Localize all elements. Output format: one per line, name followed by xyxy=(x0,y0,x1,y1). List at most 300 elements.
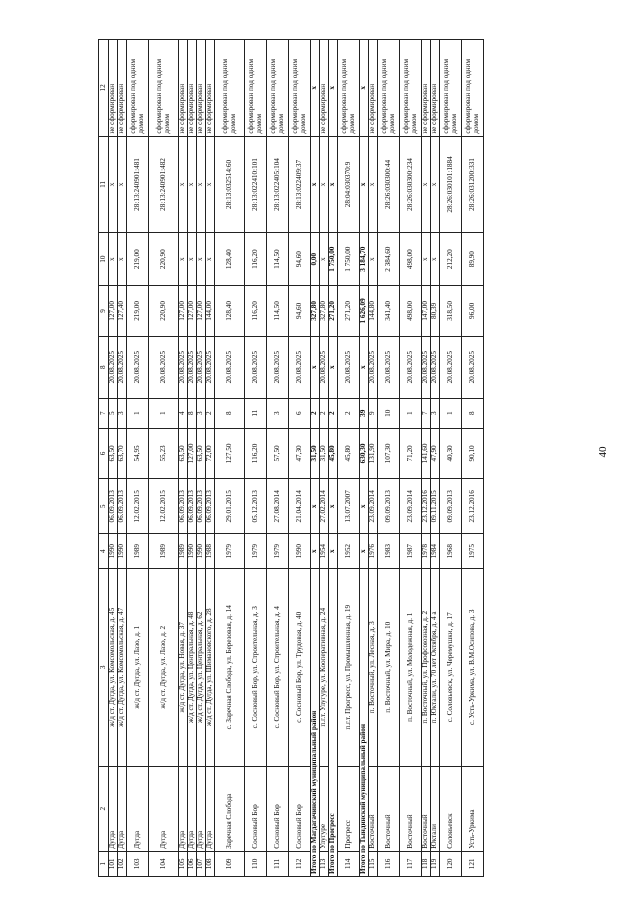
table-cell: 20.08.2025 xyxy=(188,336,197,398)
table-cell: 114,50 xyxy=(267,286,289,337)
row-number-cell: 110 xyxy=(245,851,267,876)
table-cell: 107,30 xyxy=(378,428,400,479)
table-cell: х xyxy=(320,136,329,233)
header-cell: 11 xyxy=(99,136,109,233)
table-cell: 114,50 xyxy=(267,233,289,286)
table-cell: Восточный xyxy=(422,766,431,851)
table-cell: сформирован под одним домом xyxy=(289,40,311,137)
section-total-cell: 45,80 xyxy=(329,428,338,479)
table-cell: не сформирован xyxy=(369,40,378,137)
table-cell: 8 xyxy=(188,398,197,428)
table-cell: 31,50 xyxy=(320,428,329,479)
section-title: Итого по Прогресс xyxy=(329,568,338,876)
table-cell: 28:13:032514:60 xyxy=(215,136,245,233)
table-cell: 20.08.2025 xyxy=(127,336,149,398)
table-cell: п. Восточный, ул. Молодежная, д. 1 xyxy=(400,568,422,766)
table-cell: 1989 xyxy=(149,534,179,568)
table-cell: 20.08.2025 xyxy=(431,336,440,398)
table-cell: п.г.т. Улугуре, ул. Кооперативная, д. 24 xyxy=(320,568,329,766)
table-row xyxy=(462,40,484,877)
table-cell: 27.08.2014 xyxy=(267,479,289,534)
table-cell: п.г.т. Прогресс, ул. Промышленная, д. 19 xyxy=(338,568,360,766)
table-cell: 06.09.2013 xyxy=(118,479,127,534)
table-cell: х xyxy=(188,136,197,233)
table-cell: 55,23 xyxy=(149,428,179,479)
table-cell: х xyxy=(206,233,215,286)
table-cell: с. Сосновый Бор, ул. Трудовая, д. 40 xyxy=(289,568,311,766)
table-cell: с. Сосновый Бор, ул. Строительная, д. 4 xyxy=(267,568,289,766)
table-row xyxy=(289,40,311,877)
table-cell: 318,50 xyxy=(440,286,462,337)
table-cell: 1990 xyxy=(188,534,197,568)
table-cell: Сосновый Бор xyxy=(245,766,267,851)
table-cell: сформирован под одним домом xyxy=(462,40,484,137)
section-total-cell: 2 xyxy=(311,398,320,428)
table-cell: Дугда xyxy=(206,766,215,851)
section-title: Итого по Магдагачинский муниципальный район xyxy=(311,568,320,876)
table-row xyxy=(378,40,400,877)
table-cell: 327,80 xyxy=(320,286,329,337)
table-cell: 94,60 xyxy=(289,286,311,337)
table-cell: 20.08.2025 xyxy=(440,336,462,398)
row-number-cell: 102 xyxy=(118,851,127,876)
table-cell: Дугда xyxy=(149,766,179,851)
table-cell: 1988 xyxy=(206,534,215,568)
table-cell: 06.09.2013 xyxy=(109,479,118,534)
table-row xyxy=(109,40,118,877)
section-total-cell: х xyxy=(311,40,320,137)
table-cell: с. Усть-Уркима, ул. В.М.Осипова, д. 3 xyxy=(462,568,484,766)
section-total-row xyxy=(360,40,369,877)
table-row xyxy=(179,40,188,877)
table-cell: х xyxy=(179,233,188,286)
table-cell: 20.08.2025 xyxy=(109,336,118,398)
table-cell: 1968 xyxy=(440,534,462,568)
table-row xyxy=(118,40,127,877)
table-cell: 1 xyxy=(400,398,422,428)
table-row xyxy=(369,40,378,877)
table-cell: 1989 xyxy=(179,534,188,568)
table-cell: 63,50 xyxy=(179,428,188,479)
page-number: 40 xyxy=(597,446,609,458)
section-total-cell: х xyxy=(311,479,320,534)
table-cell: 127,00 xyxy=(197,286,206,337)
section-total-cell: 0,00 xyxy=(311,233,320,286)
table-cell: 20.08.2025 xyxy=(378,336,400,398)
table-cell: не сформирован xyxy=(422,40,431,137)
section-total-cell: х xyxy=(329,336,338,398)
table-cell: 2 384,60 xyxy=(378,233,400,286)
table-cell: 23.09.2014 xyxy=(400,479,422,534)
table-cell: Дугда xyxy=(197,766,206,851)
table-row xyxy=(400,40,422,877)
table-cell: 498,00 xyxy=(400,233,422,286)
table-cell: 116,20 xyxy=(245,233,267,286)
table-cell: 89,90 xyxy=(462,233,484,286)
table-cell: 1976 xyxy=(369,534,378,568)
table-cell: х xyxy=(206,136,215,233)
table-cell: х xyxy=(369,136,378,233)
table-cell: х xyxy=(188,233,197,286)
table-cell: 71,20 xyxy=(400,428,422,479)
table-cell: х xyxy=(431,136,440,233)
table-cell: п. Восточный, ул. Мира, д. 10 xyxy=(378,568,400,766)
section-total-row xyxy=(311,40,320,877)
table-cell: 28:13:240901:482 xyxy=(149,136,179,233)
table-cell: 7 xyxy=(422,398,431,428)
table-cell: 1979 xyxy=(245,534,267,568)
table-cell: 3 xyxy=(197,398,206,428)
table-cell: 1 xyxy=(127,398,149,428)
table-cell: 54,95 xyxy=(127,428,149,479)
table-cell: 20.08.2025 xyxy=(206,336,215,398)
table-cell: не сформирован xyxy=(109,40,118,137)
section-total-cell: 3 184,70 xyxy=(360,233,369,286)
header-cell: 1 xyxy=(99,851,109,876)
table-row xyxy=(422,40,431,877)
table-header-row xyxy=(99,40,109,877)
table-cell: 96,00 xyxy=(462,286,484,337)
table-cell: 47,30 xyxy=(289,428,311,479)
table-cell: 1990 xyxy=(109,534,118,568)
section-title: Итого по Тындинский муниципальный район xyxy=(360,568,369,876)
row-number-cell: 111 xyxy=(267,851,289,876)
table-cell: Дугда xyxy=(179,766,188,851)
table-cell: ж/д ст. Дугда, ул. Шимановского, д. 28 xyxy=(206,568,215,766)
section-total-cell: х xyxy=(360,479,369,534)
table-cell: 116,20 xyxy=(245,428,267,479)
table-cell: сформирован под одним домом xyxy=(245,40,267,137)
table-cell: 131,90 xyxy=(369,428,378,479)
table-cell: не сформирован xyxy=(118,40,127,137)
table-cell: 20.08.2025 xyxy=(289,336,311,398)
table-cell: с. Сосновый Бор, ул. Строительная, д. 3 xyxy=(245,568,267,766)
table-cell: 20.08.2025 xyxy=(338,336,360,398)
table-cell: 72,00 xyxy=(206,428,215,479)
table-row xyxy=(188,40,197,877)
table-cell: Восточный xyxy=(369,766,378,851)
table-cell: п. Восточный, ул. Профсоюзная, д. 2 xyxy=(422,568,431,766)
table-cell: Юктали xyxy=(431,766,440,851)
table-cell: 63,50 xyxy=(197,428,206,479)
table-cell: х xyxy=(179,136,188,233)
table-cell: 45,80 xyxy=(338,428,360,479)
table-row xyxy=(127,40,149,877)
section-total-cell: 31,50 xyxy=(311,428,320,479)
row-number-cell: 105 xyxy=(179,851,188,876)
table-cell: 10 xyxy=(378,398,400,428)
table-cell: Улугуре xyxy=(320,766,329,851)
table-cell: 13.07.2007 xyxy=(338,479,360,534)
table-cell: 57,50 xyxy=(267,428,289,479)
table-cell: 23.12.2016 xyxy=(462,479,484,534)
table-cell: 20.08.2025 xyxy=(400,336,422,398)
table-cell: 20.08.2025 xyxy=(369,336,378,398)
table-cell: 06.09.2013 xyxy=(188,479,197,534)
table-row xyxy=(197,40,206,877)
table-cell: 8 xyxy=(462,398,484,428)
table-cell: 1 xyxy=(440,398,462,428)
table-cell: п. Юктали, ул. 70 лет Октября, д. 4 а xyxy=(431,568,440,766)
table-cell: не сформирован xyxy=(179,40,188,137)
table-cell: ж/д ст. Дугда, ул. Лазо, д. 2 xyxy=(149,568,179,766)
table-cell: не сформирован xyxy=(188,40,197,137)
table-cell: ж/д ст. Дугда, ул. Комсомольская, д. 45 xyxy=(109,568,118,766)
section-total-cell: х xyxy=(311,136,320,233)
table-cell: 341,40 xyxy=(378,286,400,337)
table-cell: Восточный xyxy=(400,766,422,851)
table-cell: 21.04.2014 xyxy=(289,479,311,534)
table-cell: сформирован под одним домом xyxy=(267,40,289,137)
table-cell: х xyxy=(320,233,329,286)
header-cell: 3 xyxy=(99,568,109,766)
table-cell: 23.09.2014 xyxy=(369,479,378,534)
table-cell: 28:13:022409:37 xyxy=(289,136,311,233)
table-cell: 1990 xyxy=(289,534,311,568)
table-cell: сформирован под одним домом xyxy=(440,40,462,137)
row-number-cell: 109 xyxy=(215,851,245,876)
table-row xyxy=(320,40,329,877)
table-cell: 47,90 xyxy=(431,428,440,479)
table-cell: 1978 xyxy=(422,534,431,568)
table-cell: х xyxy=(422,233,431,286)
table-row xyxy=(245,40,267,877)
header-cell: 10 xyxy=(99,233,109,286)
section-total-cell: х xyxy=(360,136,369,233)
header-cell: 2 xyxy=(99,766,109,851)
table-cell: 127,00 xyxy=(109,286,118,337)
row-number-cell: 115 xyxy=(369,851,378,876)
table-cell: с. Соловьевск, ул. Черемушки, д. 17 xyxy=(440,568,462,766)
section-total-cell: 1 750,00 xyxy=(329,233,338,286)
table-cell: 1952 xyxy=(338,534,360,568)
housing-table xyxy=(98,39,484,877)
table-cell: 141,60 xyxy=(422,428,431,479)
table-cell: сформирован под одним домом xyxy=(378,40,400,137)
table-cell: 09.09.2013 xyxy=(378,479,400,534)
table-cell: 63,50 xyxy=(109,428,118,479)
table-row xyxy=(149,40,179,877)
row-number-cell: 113 xyxy=(320,851,329,876)
table-cell: 20.08.2025 xyxy=(179,336,188,398)
table-cell: 20.08.2025 xyxy=(197,336,206,398)
row-number-cell: 106 xyxy=(188,851,197,876)
table-cell: 1 750,00 xyxy=(338,233,360,286)
table-cell: 90,10 xyxy=(462,428,484,479)
table-cell: 116,20 xyxy=(245,286,267,337)
section-total-cell: х xyxy=(360,534,369,568)
table-cell: 144,00 xyxy=(206,286,215,337)
section-total-cell: х xyxy=(329,479,338,534)
table-cell: Дугда xyxy=(127,766,149,851)
table-cell: х xyxy=(118,233,127,286)
table-cell: 1979 xyxy=(215,534,245,568)
table-cell: 1990 xyxy=(197,534,206,568)
table-cell: не сформирован xyxy=(320,40,329,137)
table-cell: 127,40 xyxy=(118,286,127,337)
header-cell: 4 xyxy=(99,534,109,568)
table-cell: Усть-Уркима xyxy=(462,766,484,851)
table-cell: 20.08.2025 xyxy=(422,336,431,398)
table-cell: ж/д ст. Дугда, ул. Новая, д. 37 xyxy=(179,568,188,766)
table-cell: 20.08.2025 xyxy=(267,336,289,398)
header-cell: 7 xyxy=(99,398,109,428)
table-cell: ж/д ст. Дугда, ул. Лазо, д. 1 xyxy=(127,568,149,766)
row-number-cell: 119 xyxy=(431,851,440,876)
table-cell: 28:04:030370:9 xyxy=(338,136,360,233)
table-cell: 127,00 xyxy=(179,286,188,337)
section-total-cell: 327,80 xyxy=(311,286,320,337)
table-cell: 1 xyxy=(149,398,179,428)
table-cell: 28:13:240901:481 xyxy=(127,136,149,233)
document-page xyxy=(98,39,480,877)
table-cell: 147,00 xyxy=(422,286,431,337)
table-cell: 8 xyxy=(215,398,245,428)
table-cell: 27.02.2014 xyxy=(320,479,329,534)
table-cell: не сформирован xyxy=(431,40,440,137)
table-cell: х xyxy=(422,136,431,233)
table-cell: 219,00 xyxy=(127,286,149,337)
table-cell: 3 xyxy=(118,398,127,428)
table-row xyxy=(431,40,440,877)
table-row xyxy=(338,40,360,877)
table-cell: п. Восточный, ул. Лесная, д. 3 xyxy=(369,568,378,766)
table-cell: 94,60 xyxy=(289,233,311,286)
table-cell: 06.09.2013 xyxy=(179,479,188,534)
table-cell: 128,40 xyxy=(215,286,245,337)
table-cell: 20.08.2025 xyxy=(462,336,484,398)
table-cell: 20.08.2025 xyxy=(149,336,179,398)
table-cell: 28:26:030300:44 xyxy=(378,136,400,233)
section-total-cell: х xyxy=(311,534,320,568)
section-total-row xyxy=(329,40,338,877)
table-cell: Восточный xyxy=(378,766,400,851)
table-cell: не сформирован xyxy=(206,40,215,137)
table-cell: 20.08.2025 xyxy=(215,336,245,398)
table-cell: 271,20 xyxy=(338,286,360,337)
row-number-cell: 101 xyxy=(109,851,118,876)
table-cell: х xyxy=(118,136,127,233)
table-cell: 20.08.2025 xyxy=(118,336,127,398)
table-cell: 219,00 xyxy=(127,233,149,286)
table-cell: х xyxy=(197,233,206,286)
table-cell: 09.11.2015 xyxy=(431,479,440,534)
table-cell: х xyxy=(109,136,118,233)
table-cell: 498,00 xyxy=(400,286,422,337)
table-cell: 40,30 xyxy=(440,428,462,479)
table-cell: 127,00 xyxy=(188,428,197,479)
table-cell: 2 xyxy=(320,398,329,428)
table-cell: 1979 xyxy=(267,534,289,568)
section-total-cell: х xyxy=(329,40,338,137)
table-cell: 9 xyxy=(369,398,378,428)
header-cell: 8 xyxy=(99,336,109,398)
table-row xyxy=(215,40,245,877)
section-total-cell: х xyxy=(329,136,338,233)
table-cell: 1975 xyxy=(462,534,484,568)
table-cell: 1987 xyxy=(400,534,422,568)
table-cell: 06.09.2013 xyxy=(206,479,215,534)
table-cell: 2 xyxy=(206,398,215,428)
table-cell: Соловьевск xyxy=(440,766,462,851)
table-cell: х xyxy=(369,233,378,286)
table-cell: 20.08.2025 xyxy=(320,336,329,398)
table-cell: сформирован под одним домом xyxy=(400,40,422,137)
table-cell: ж/д ст. Дугда, ул. Центральная, д. 48 xyxy=(188,568,197,766)
row-number-cell: 114 xyxy=(338,851,360,876)
table-cell: 80,39 xyxy=(431,286,440,337)
table-cell: 6 xyxy=(289,398,311,428)
header-cell: 5 xyxy=(99,479,109,534)
row-number-cell: 103 xyxy=(127,851,149,876)
table-cell: 3 xyxy=(431,398,440,428)
table-cell: Дугда xyxy=(118,766,127,851)
table-cell: 28:26:030300:234 xyxy=(400,136,422,233)
rotated-table-wrapper xyxy=(98,39,480,877)
table-cell: 12.02.2015 xyxy=(149,479,179,534)
row-number-cell: 107 xyxy=(197,851,206,876)
table-cell: 28:13:022405:104 xyxy=(267,136,289,233)
table-cell: сформирован под одним домом xyxy=(127,40,149,137)
section-total-cell: 1 626,09 xyxy=(360,286,369,337)
table-cell: х xyxy=(431,233,440,286)
table-cell: не сформирован xyxy=(197,40,206,137)
table-cell: Прогресс xyxy=(338,766,360,851)
table-cell: 20.08.2025 xyxy=(245,336,267,398)
table-row xyxy=(440,40,462,877)
table-cell: Сосновый Бор xyxy=(267,766,289,851)
table-cell: Дугда xyxy=(188,766,197,851)
table-cell: 12.02.2015 xyxy=(127,479,149,534)
table-cell: х xyxy=(197,136,206,233)
table-cell: ж/д ст. Дугда, ул. Комсомольская, д. 47 xyxy=(118,568,127,766)
table-cell: 2 xyxy=(338,398,360,428)
table-cell: 4 xyxy=(179,398,188,428)
table-cell: 05.12.2013 xyxy=(245,479,267,534)
row-number-cell: 121 xyxy=(462,851,484,876)
section-total-cell: 630,30 xyxy=(360,428,369,479)
header-cell: 9 xyxy=(99,286,109,337)
table-cell: сформирован под одним домом xyxy=(338,40,360,137)
row-number-cell: 104 xyxy=(149,851,179,876)
table-cell: 127,00 xyxy=(188,286,197,337)
table-cell: 28:26:030101:1884 xyxy=(440,136,462,233)
row-number-cell: 108 xyxy=(206,851,215,876)
header-cell: 12 xyxy=(99,40,109,137)
row-number-cell: 116 xyxy=(378,851,400,876)
table-cell: 128,40 xyxy=(215,233,245,286)
section-total-cell: х xyxy=(360,336,369,398)
table-cell: Заречная Слобода xyxy=(215,766,245,851)
section-total-cell: 271,20 xyxy=(329,286,338,337)
table-cell: 11 xyxy=(245,398,267,428)
row-number-cell: 120 xyxy=(440,851,462,876)
row-number-cell: 112 xyxy=(289,851,311,876)
table-cell: 63,70 xyxy=(118,428,127,479)
table-cell: 212,20 xyxy=(440,233,462,286)
section-total-cell: 39 xyxy=(360,398,369,428)
section-total-cell: х xyxy=(360,40,369,137)
table-cell: х xyxy=(109,233,118,286)
table-cell: 5 xyxy=(109,398,118,428)
table-cell: 220,90 xyxy=(149,286,179,337)
table-cell: 23.12.2016 xyxy=(422,479,431,534)
table-cell: с. Заречная Слобода, ул. Березовая, д. 14 xyxy=(215,568,245,766)
section-total-cell: х xyxy=(329,534,338,568)
table-cell: 1954 xyxy=(320,534,329,568)
header-cell: 6 xyxy=(99,428,109,479)
table-cell: сформирован под одним домом xyxy=(149,40,179,137)
